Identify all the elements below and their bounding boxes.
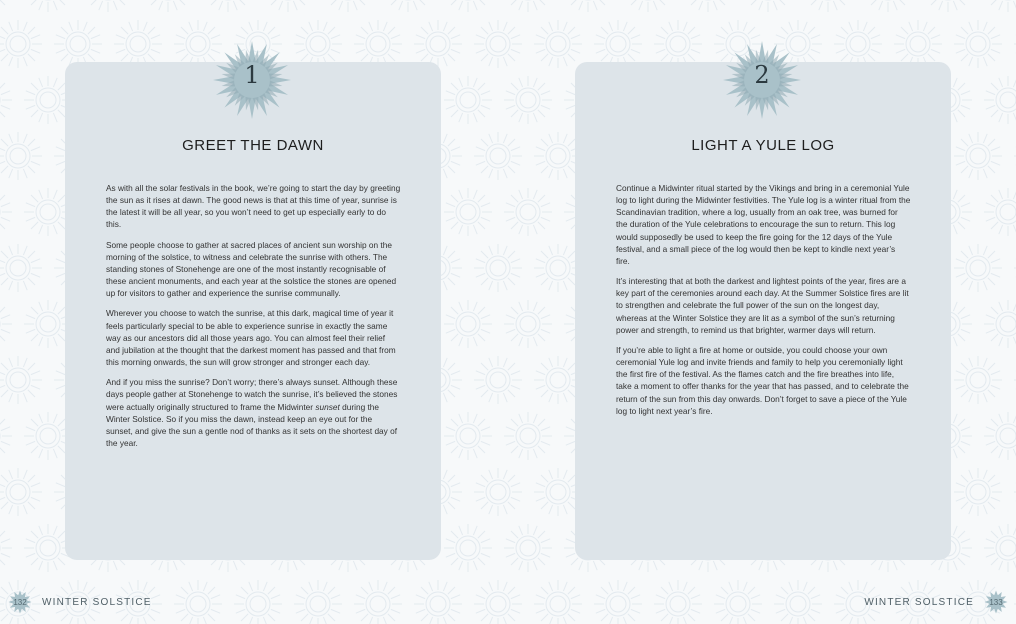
sun-number-badge-left — [212, 40, 292, 120]
left-card-body — [106, 182, 401, 457]
right-card — [575, 62, 951, 560]
footer-right — [864, 592, 1008, 612]
right-paragraph: If you’re able to light a fire at home or outside, you could choose your own ceremonial Yule log and invite friends and family to help you ceremonially light the first fire of the festival. As the flames catch and the fire breathes into life, take a moment to offer thanks for the year that has passed, and to celebrate the return of the sun from this day onwards. Don’t forget to save a piece of the Yule log to light next year’s fire. — [616, 344, 909, 416]
right-card-title: LIGHT A YULE LOG — [691, 137, 835, 154]
footer-left — [8, 592, 152, 612]
text-run: And if you miss the sunrise? Don’t worry; there’s always sunset. Although these days people gather at Stonehenge to watch the sunrise, it’s believed the stones were actually originally structured to frame the Midwinter — [106, 377, 398, 412]
right-paragraph: Continue a Midwinter ritual started by the Vikings and bring in a ceremonial Yule log to light during the Midwinter festivities. The Yule log is a winter ritual from the Scandinavian tradition, where a log, usually from an oak tree, was burned for the duration of the Yule celebrations to encourage the sun to return. This log would supposedly be used to keep the fire going for the 12 days of the Yule festival, and a small piece of the log would then be kept to kindle next year’s fire. — [616, 183, 911, 266]
left-paragraph: As with all the solar festivals in the book, we’re going to start the day by greeting the sun as it rises at dawn. The good news is that at this time of year, sunrise is the latest it will be all year, so you won’t need to get up especially early to do this. — [106, 183, 401, 230]
page-number-text: 133 — [989, 597, 1003, 607]
running-title: WINTER SOLSTICE — [864, 596, 974, 608]
sun-number-badge-right — [722, 40, 802, 120]
left-paragraph: Some people choose to gather at sacred places of ancient sun worship on the morning of the solstice, to witness and celebrate the sunrise with others. The standing stones of Stonehenge are one of the most instantly recognisable of these ancient monuments, and each year at the solstice the stones are opened up for visitors to gather and experience the sunrise communally. — [106, 239, 397, 299]
page-number-left — [8, 592, 32, 612]
section-number: 2 — [754, 61, 770, 89]
left-paragraph-last — [106, 376, 401, 449]
emphasis-text: sunset — [315, 401, 340, 412]
section-number: 1 — [244, 61, 260, 89]
right-paragraph: It’s interesting that at both the darkest and lightest points of the year, fires are a key part of the ceremonies around each day. At the Summer Solstice fires are lit to strengthen and celebrate the full power of the sun on the longest day, whereas at the Winter Solstice they are lit as a symbol of the sun’s returning power and strength, to remind us that brighter, warmer days will return. — [616, 276, 909, 335]
left-paragraph: Wherever you choose to watch the sunrise, at this dark, magical time of year it feels particularly special to be able to experience sunrise in exactly the same way as our ancestors did all those years ago. You can almost feel their relief and jubilation at the thought that the darkest moment has passed and that from this morning onwards, the sun will grow stronger and stronger each day. — [106, 308, 396, 368]
text-run: during the Winter Solstice. So if you miss the dawn, instead keep an eye out for the sunset, and give the sun a gentle nod of thanks as it sets on the shortest day of the year. — [106, 401, 398, 448]
left-card — [65, 62, 441, 560]
page-number-right — [984, 592, 1008, 612]
right-card-body — [616, 182, 911, 425]
running-title: WINTER SOLSTICE — [42, 596, 152, 608]
page-number-text: 132 — [13, 597, 27, 607]
left-card-title: GREET THE DAWN — [182, 137, 324, 154]
